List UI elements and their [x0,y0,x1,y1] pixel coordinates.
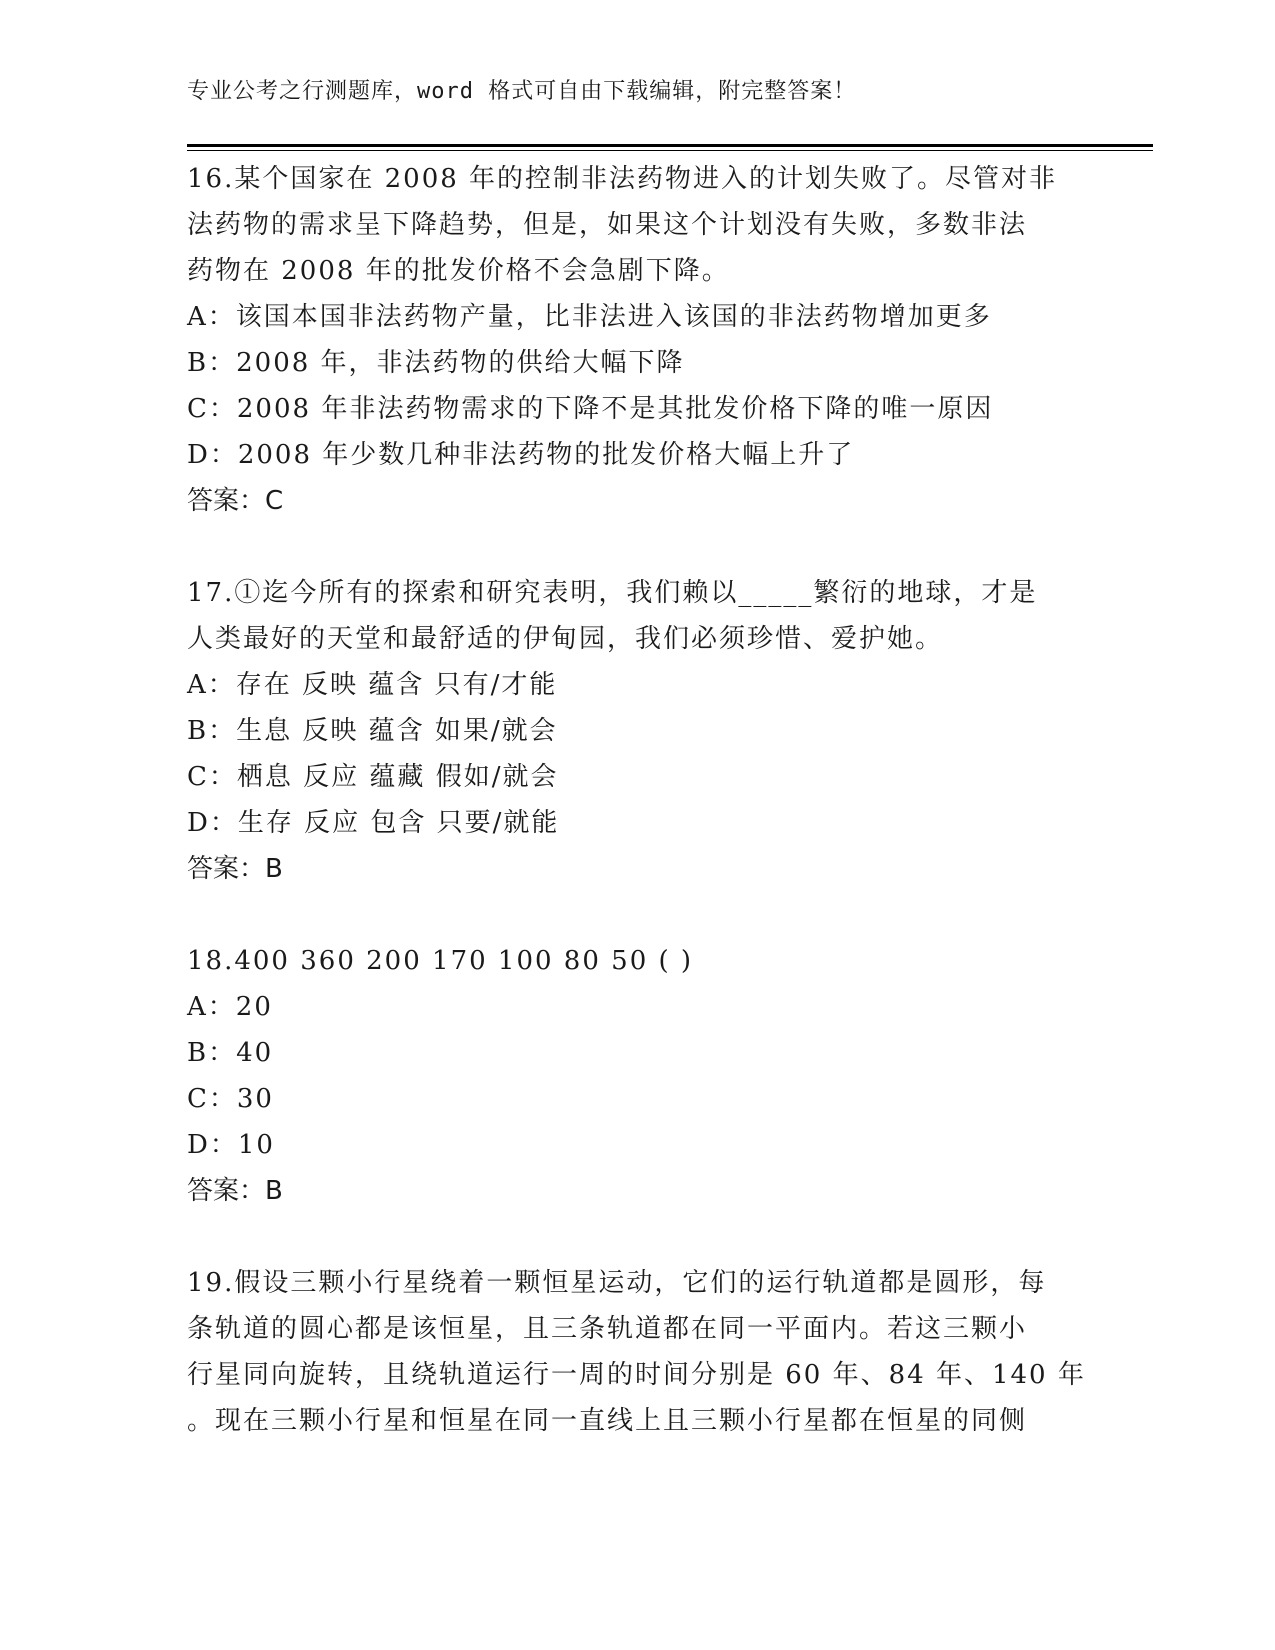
answer-line: 答案：B [187,854,283,884]
page-header: 专业公考之行测题库，word 格式可自由下载编辑，附完整答案！ [187,79,857,104]
option-d: D：10 [187,1130,275,1160]
question-stem-line: 18.400 360 200 170 100 80 50 ( ) [187,946,694,976]
option-c: C：2008 年非法药物需求的下降不是其批发价格下降的唯一原因 [187,394,994,424]
question-gap [187,892,1087,938]
option-a: A：该国本国非法药物产量，比非法进入该国的非法药物增加更多 [187,302,992,332]
question-stem-line: 行星同向旋转，且绕轨道运行一周的时间分别是 60 年、84 年、140 年 [187,1360,1086,1390]
option-a: A：20 [187,992,273,1022]
header-rule-thick [187,144,1153,147]
question-gap [187,524,1087,570]
option-b: B：2008 年，非法药物的供给大幅下降 [187,348,685,378]
option-c: C：30 [187,1084,274,1114]
header-rule-thin [187,150,1153,151]
answer-line: 答案：C [187,486,284,516]
option-b: B：生息 反映 蕴含 如果/就会 [187,716,558,746]
answer-line: 答案：B [187,1176,283,1206]
question-18 [187,938,1087,1214]
question-gap [187,1214,1087,1260]
question-stem-line: 条轨道的圆心都是该恒星，且三条轨道都在同一平面内。若这三颗小 [187,1314,1028,1344]
question-17 [187,570,1087,892]
question-stem-line: 19.假设三颗小行星绕着一颗恒星运动，它们的运行轨道都是圆形，每 [187,1268,1047,1298]
option-d: D：生存 反应 包含 只要/就能 [187,808,560,838]
question-list [187,156,1087,1444]
question-stem-line: 药物在 2008 年的批发价格不会急剧下降。 [187,256,730,286]
question-stem-line: 法药物的需求呈下降趋势，但是，如果这个计划没有失败，多数非法 [187,210,1028,240]
question-stem-line: 16.某个国家在 2008 年的控制非法药物进入的计划失败了。尽管对非 [187,164,1058,194]
question-19 [187,1260,1087,1444]
option-d: D：2008 年少数几种非法药物的批发价格大幅上升了 [187,440,855,470]
option-a: A：存在 反映 蕴含 只有/才能 [187,670,558,700]
option-c: C：栖息 反应 蕴藏 假如/就会 [187,762,559,792]
question-16 [187,156,1087,524]
question-stem-line: 。现在三颗小行星和恒星在同一直线上且三颗小行星都在恒星的同侧 [187,1406,1028,1436]
option-b: B：40 [187,1038,274,1068]
question-stem-line: 17.①迄今所有的探索和研究表明，我们赖以_____繁衍的地球，才是 [187,578,1038,608]
question-stem-line: 人类最好的天堂和最舒适的伊甸园，我们必须珍惜、爱护她。 [187,624,944,654]
